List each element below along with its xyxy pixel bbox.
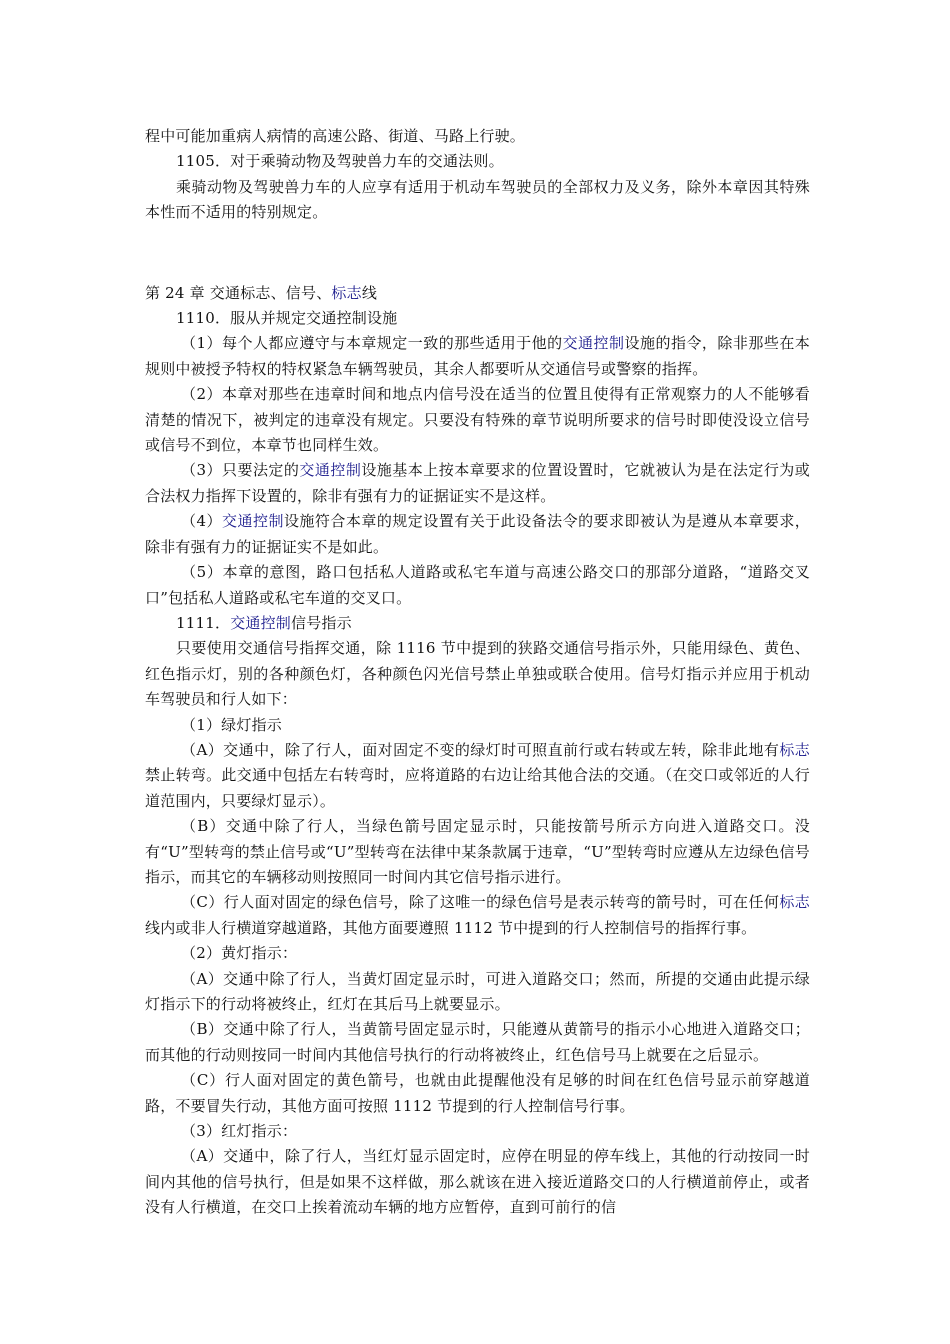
paragraph-text: （2）本章对那些在违章时间和地点内信号没在适当的位置且使得有正常观察力的人不能够看清楚的情况下，被判定的违章没有规定。只要没有特殊的章节说明所要求的信号时即使没设立信号或信号不到位，本章节也同样生效。	[145, 385, 810, 455]
paragraph-text: 信号指示	[291, 613, 352, 632]
paragraph	[145, 281, 810, 306]
paragraph-text: （B）交通中除了行人，当绿色箭号固定显示时，只能按箭号所示方向进入道路交口。没有“U”型转弯的禁止信号或“U”型转弯在法律中某条款属于违章，“U”型转弯时应遵从左边绿色信号指示，而其它的车辆移动则按照同一时间内其它信号指示进行。	[145, 817, 810, 886]
paragraph	[145, 331, 810, 382]
paragraph-text: 1110．服从并规定交通控制设施	[176, 309, 398, 328]
paragraph-text: （5）本章的意图，路口包括私人道路或私宅车道与高速公路交口的那部分道路，“道路交叉口”包括私人道路或私宅车道的交叉口。	[145, 563, 810, 607]
paragraph	[145, 713, 810, 738]
paragraph-text: （A）交通中，除了行人，面对固定不变的绿灯时可照直前行或右转或左转，除非此地有	[181, 740, 780, 759]
paragraph	[145, 124, 810, 149]
keyword-link[interactable]: 标志	[779, 893, 811, 912]
paragraph-text: 设施基本上按本章要求的位置设置时，它就被认为是在法定行为或合法权力指挥下设置的，除非有强有力的证据证实不是这样。	[145, 461, 810, 505]
paragraph-text: （A）交通中，除了行人，当红灯显示固定时，应停在明显的停车线上，其他的行动按同一时间内其他的信号执行，但是如果不这样做，那么就该在进入接近道路交口的人行横道前停止，或者没有人行横道，在交口上挨着流动车辆的地方应暂停，直到可前行的信	[145, 1147, 810, 1217]
paragraph-text: 线内或非人行横道穿越道路，其他方面要遵照 1112 节中提到的行人控制信号的指挥行事。	[145, 918, 757, 937]
paragraph	[145, 1144, 810, 1220]
paragraph-text: 设施符合本章的规定设置有关于此设备法令的要求即被认为是遵从本章要求，除非有强有力的证据证实不是如此。	[145, 512, 810, 556]
paragraph	[145, 738, 810, 814]
paragraph-text: （A）交通中除了行人，当黄灯固定显示时，可进入道路交口；然而，所提的交通由此提示绿灯指示下的行动将被终止，红灯在其后马上就要显示。	[145, 969, 810, 1013]
keyword-link[interactable]: 交通控制	[222, 512, 284, 531]
paragraph-text: 设施的指令，除非那些在本规则中被授予特权的特权紧急车辆驾驶员，其余人都要听从交通信号或警察的指挥。	[145, 334, 811, 378]
paragraph-text: 第 24 章 交通标志、信号、	[145, 283, 332, 302]
paragraph-text: 1111．	[176, 613, 231, 632]
paragraph	[145, 890, 810, 941]
paragraph	[145, 175, 810, 226]
paragraph-text: 1105．对于乘骑动物及驾驶兽力车的交通法则。	[176, 152, 504, 171]
paragraph-spacer	[145, 241, 810, 266]
paragraph	[145, 1017, 810, 1068]
paragraph-text: 禁止转弯。此交通中包括左右转弯时，应将道路的右边让给其他合法的交通。（在交口或邻近的人行道范围内，只要绿灯显示）。	[145, 766, 810, 810]
paragraph	[145, 458, 810, 509]
paragraph-text: （3）只要法定的	[181, 461, 300, 480]
paragraph	[145, 814, 810, 890]
keyword-link[interactable]: 标志	[779, 740, 810, 759]
document-page	[145, 124, 810, 1221]
paragraph	[145, 941, 810, 966]
keyword-link[interactable]: 交通控制	[230, 613, 291, 632]
paragraph-text: （C）行人面对固定的黄色箭号，也就由此提醒他没有足够的时间在红色信号显示前穿越道路，不要冒失行动，其他方面可按照 1112 节提到的行人控制信号行事。	[145, 1071, 810, 1115]
keyword-link[interactable]: 标志	[331, 283, 362, 302]
paragraph-text: （B）交通中除了行人，当黄箭号固定显示时，只能遵从黄箭号的指示小心地进入道路交口；而其他的行动则按同一时间内其他信号执行的行动将被终止，红色信号马上就要在之后显示。	[145, 1020, 810, 1064]
paragraph-text: （C）行人面对固定的绿色信号，除了这唯一的绿色信号是表示转弯的箭号时，可在任何	[181, 893, 780, 912]
paragraph-text: 乘骑动物及驾驶兽力车的人应享有适用于机动车驾驶员的全部权力及义务，除外本章因其特殊本性而不适用的特别规定。	[145, 177, 810, 222]
paragraph	[145, 611, 810, 636]
paragraph-text: （1）每个人都应遵守与本章规定一致的那些适用于他的	[181, 334, 563, 353]
paragraph-text: （2）黄灯指示：	[181, 944, 298, 963]
paragraph-text: （3）红灯指示：	[181, 1122, 298, 1141]
paragraph-text: 只要使用交通信号指挥交通，除 1116 节中提到的狭路交通信号指示外，只能用绿色、黄色、红色指示灯，别的各种颜色灯，各种颜色闪光信号禁止单独或联合使用。信号灯指示并应用于机动车驾驶员和行人如下：	[145, 639, 810, 709]
paragraph	[145, 382, 810, 458]
paragraph	[145, 560, 810, 611]
keyword-link[interactable]: 交通控制	[299, 461, 362, 480]
paragraph	[145, 1068, 810, 1119]
paragraph	[145, 1119, 810, 1144]
paragraph	[145, 509, 810, 560]
paragraph	[145, 149, 810, 174]
keyword-link[interactable]: 交通控制	[562, 334, 625, 353]
paragraph	[145, 306, 810, 331]
paragraph-text: 线	[361, 283, 378, 302]
paragraph-text: （4）	[181, 512, 222, 531]
paragraph	[145, 636, 810, 712]
paragraph	[145, 967, 810, 1018]
paragraph-text: （1）绿灯指示	[181, 715, 282, 734]
paragraph-text: 程中可能加重病人病情的高速公路、街道、马路上行驶。	[145, 127, 526, 145]
